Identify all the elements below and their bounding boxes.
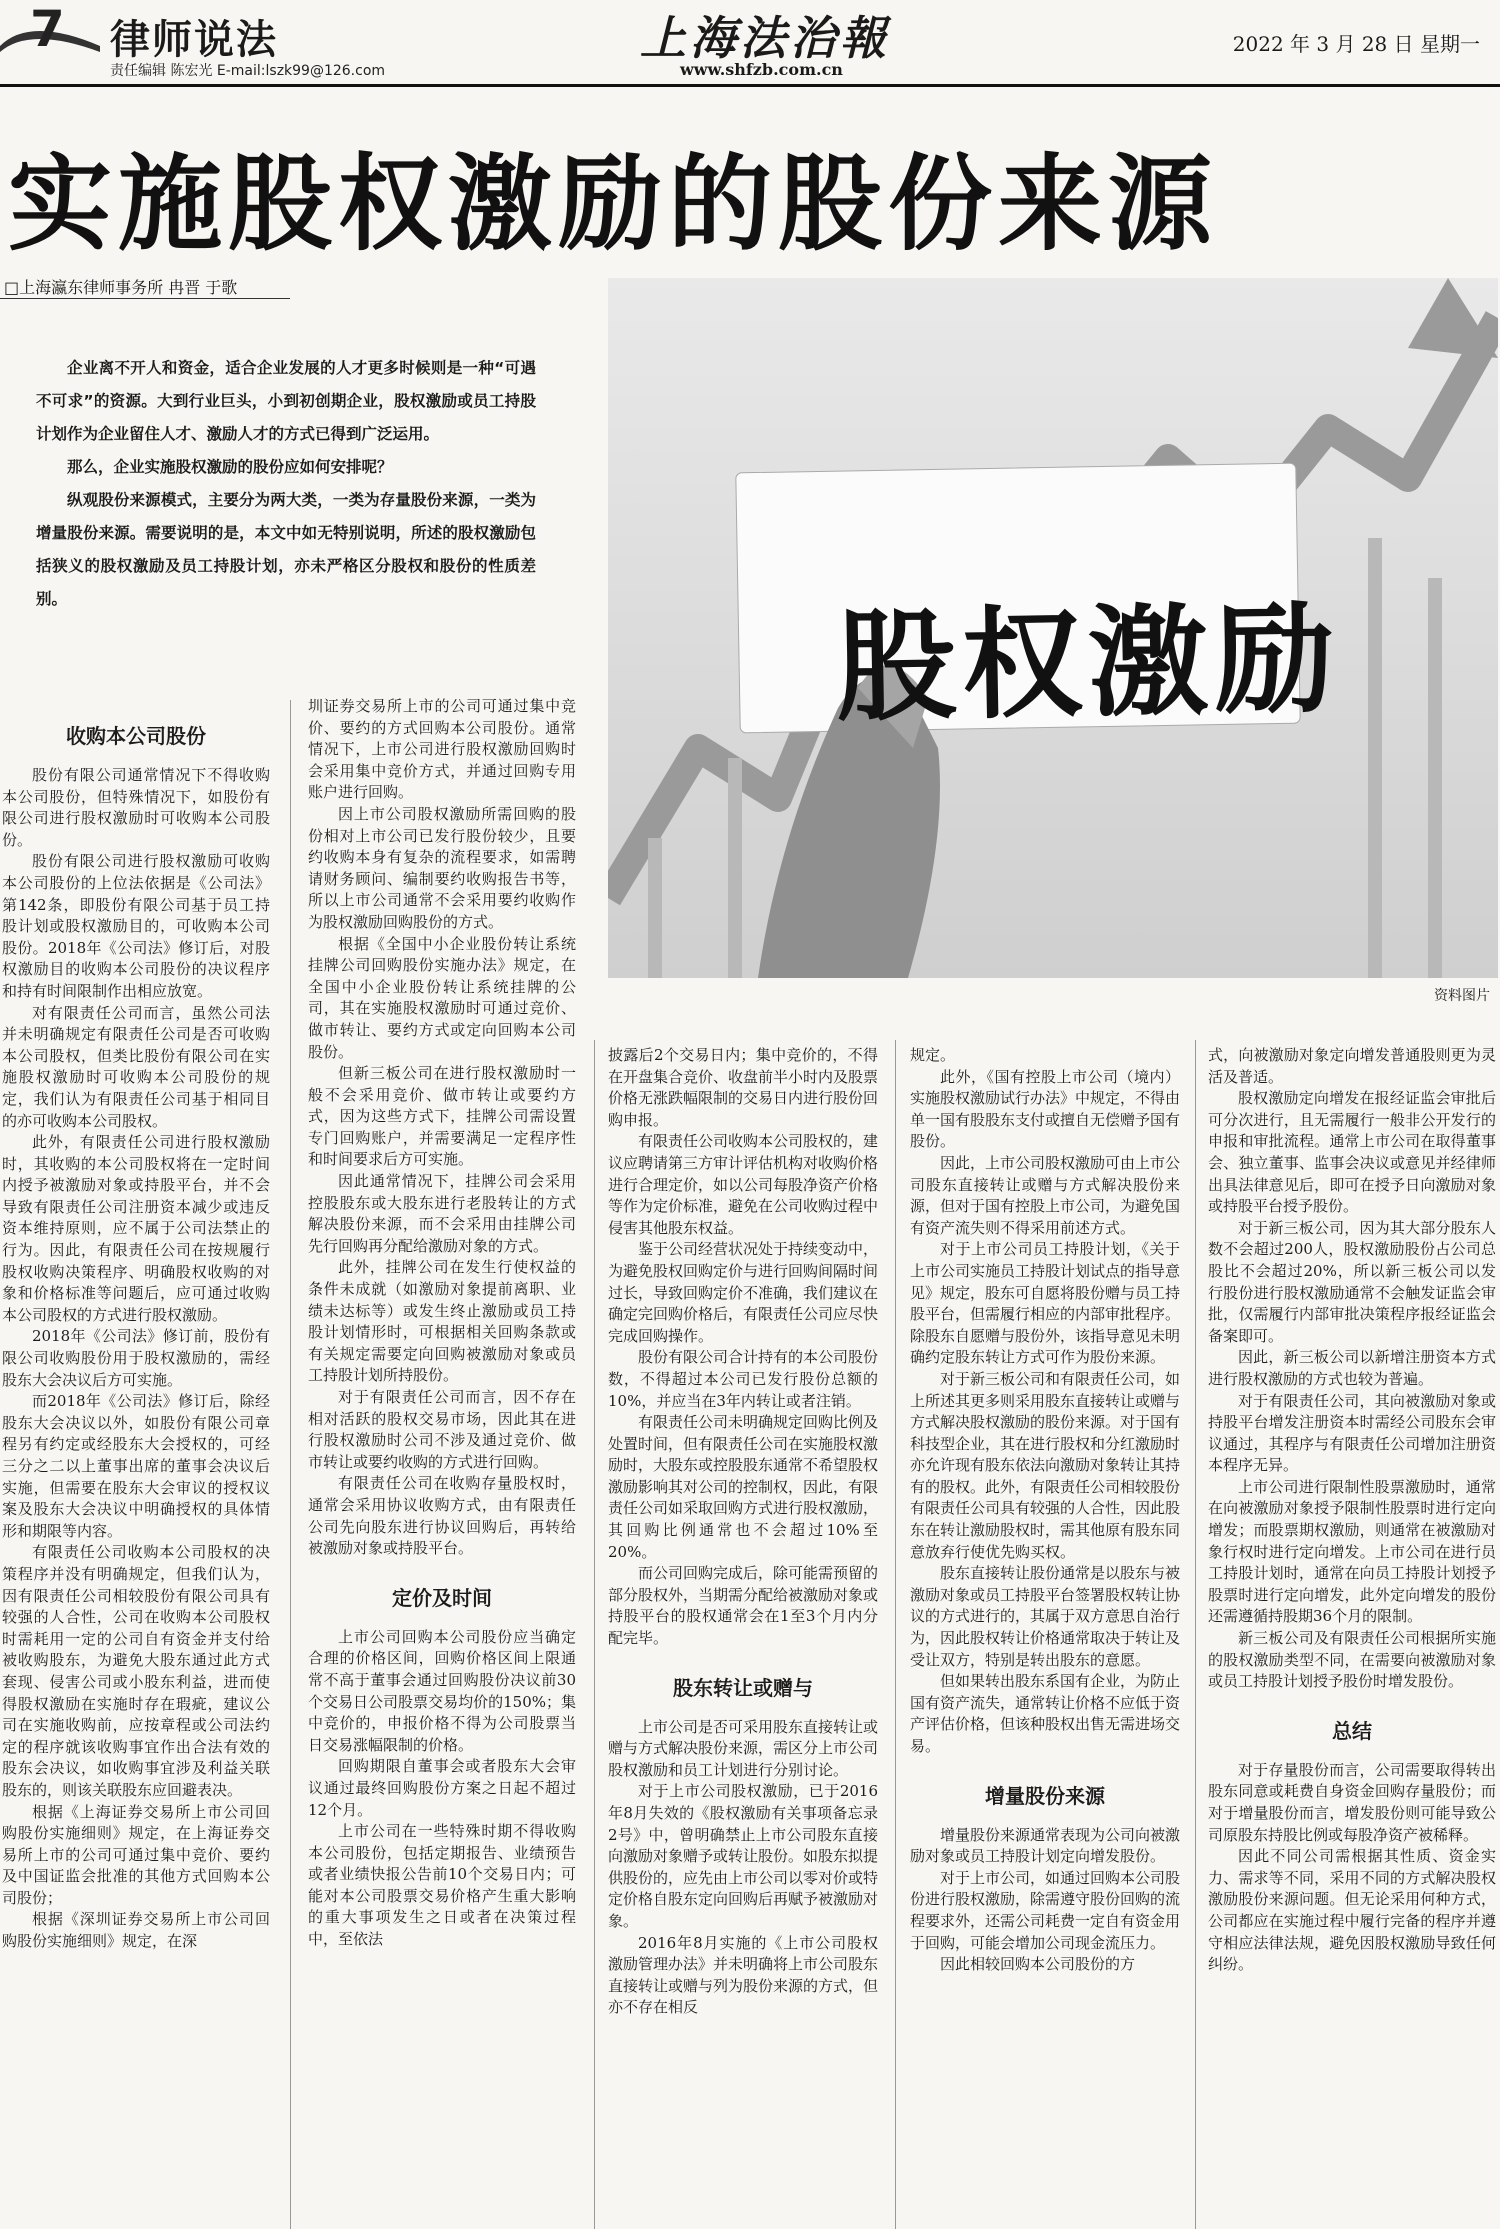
subheading: 股东转让或赠与 [673, 1675, 813, 1700]
paragraph: 上市公司回购本公司股份应当确定合理的价格区间，回购价格区间上限通常不高于董事会通过回购股份决议前30个交易日公司股票交易均价的150%；集中竞价的，申报价格不得为公司股票当日交易涨幅限制的价格。 [308, 1627, 576, 1754]
article-column-3 [608, 1045, 878, 2019]
intro-paragraph: 纵观股份来源模式，主要分为两大类，一类为存量股份来源，一类为增量股份来源。需要说明的是，本文中如无特别说明，所述的股权激励包括狭义的股权激励及员工持股计划，亦未严格区分股权和股份的性质差别。 [36, 491, 536, 608]
paragraph: 对于新三板公司，因为其大部分股东人数不会超过200人，股权激励股份占公司总股比不会超过20%，所以新三板公司以发行股份进行股权激励通常不会触发证监会审批，仅需履行内部审批决策程序报经证监会备案即可。 [1208, 1218, 1496, 1345]
article-column-4 [910, 1045, 1180, 1976]
headline: 实施股权激励的股份来源 [8, 143, 1219, 265]
subheading: 总结 [1332, 1718, 1372, 1743]
paragraph: 根据《深圳证券交易所上市公司回购股份实施细则》规定，在深 [2, 1910, 270, 1951]
intro-paragraph: 企业离不开人和资金，适合企业发展的人才更多时候则是一种“可遇不可求”的资源。大到行业巨头，小到初创期企业，股权激励或员工持股计划作为企业留住人才、激励人才的方式已得到广泛运用。 [36, 359, 536, 443]
paragraph: 对于存量股份而言，公司需要取得转出股东同意或耗费自身资金回购存量股份；而对于增量股份而言，增发股份则可能导致公司原股东持股比例或每股净资产被稀释。 [1208, 1760, 1496, 1844]
photo-card-text: 股权激励 [835, 590, 1342, 739]
paragraph: 根据《上海证券交易所上市公司回购股份实施细则》规定，在上海证券交易所上市的公司可通过集中竞价、要约及中国证监会批准的其他方式回购本公司股份； [2, 1802, 270, 1907]
paragraph: 增量股份来源通常表现为公司向被激励对象或员工持股计划定向增发股份。 [910, 1825, 1181, 1866]
paragraph: 但如果转出股东系国有企业，为防止国有资产流失，通常转让价格不应低于资产评估价格，但该种股权出售无需进场交易。 [910, 1672, 1181, 1755]
paragraph: 股权激励定向增发在报经证监会审批后可分次进行，且无需履行一般非公开发行的申报和审批流程。通常上市公司在取得董事会、独立董事、监事会决议或意见并经律师出具法律意见后，即可在授予日向激励对象或持股平台授予股份。 [1208, 1089, 1496, 1216]
paragraph: 对于上市公司股权激励，已于2016年8月失效的《股权激励有关事项备忘录2号》中，曾明确禁止上市公司股东直接向激励对象赠予或转让股份。如股东拟提供股份的，应先由上市公司以零对价或特定价格自股东定向回购后再赋予被激励对象。 [608, 1782, 879, 1930]
paragraph: 股份有限公司合计持有的本公司股份数，不得超过本公司已发行股份总额的10%，并应当在3年内转让或者注销。 [608, 1348, 879, 1410]
byline: □上海瀛东律师事务所 冉晋 于歌 [4, 278, 238, 297]
paragraph: 回购期限自董事会或者股东大会审议通过最终回购股份方案之日起不超过12个月。 [308, 1757, 576, 1819]
paragraph: 上市公司进行限制性股票激励时，通常在向被激励对象授予限制性股票时进行定向增发；而股票期权激励，则通常在被激励对象行权时进行定向增发。上市公司在进行员工持股计划时，通常在向员工持股计划授予股票时进行定向增发，此外定向增发的股份还需遵循持股期36个月的限制。 [1208, 1477, 1496, 1626]
paragraph: 而2018年《公司法》修订后，除经股东大会决议以外，如股份有限公司章程另有约定或经股东大会授权的，可经三分之二以上董事出席的董事会决议后实施，但需要在股东大会审议的授权议案及股东大会决议中明确授权的具体情形和期限等内容。 [2, 1392, 270, 1540]
article-photo [608, 278, 1498, 978]
paragraph: 有限责任公司未明确规定回购比例及处置时间，但有限责任公司在实施股权激励时，大股东或控股股东通常不希望股权激励影响其对公司的控制权，因此，有限责任公司如采取回购方式进行股权激励，其回购比例通常也不会超过10%至20%。 [608, 1413, 879, 1561]
paragraph: 有限责任公司在收购存量股权时，通常会采用协议收购方式，由有限责任公司先向股东进行协议回购后，再转给被激励对象或持股平台。 [308, 1474, 576, 1558]
page-number: 7 [30, 0, 65, 58]
subheading: 定价及时间 [392, 1585, 492, 1610]
article-column-1 [2, 710, 270, 1953]
paragraph: 但新三板公司在进行股权激励时一般不会采用竞价、做市转让或要约方式，因为这些方式下，挂牌公司需设置专门回购账户，并需要满足一定程序性和时间要求后方可实施。 [308, 1064, 576, 1169]
intro-paragraph: 那么，企业实施股权激励的股份应如何安排呢？ [67, 458, 393, 476]
paragraph: 有限责任公司收购本公司股权的决策程序并没有明确规定，但我们认为，因有限责任公司相较股份有限公司具有较强的人合性，公司在收购本公司股权时需耗用一定的公司自有资金并支付给被收购股东，为避免大股东通过此方式套现、侵害公司或小股东利益，进而使得股权激励在实施时存在瑕疵，建议公司在实施收购前，应按章程或公司法约定的程序就该收购事宜作出合法有效的股东会决议，如收购事宜涉及利益关联股东的，则该关联股东应回避表决。 [2, 1543, 270, 1799]
column-divider [895, 1040, 896, 2229]
paragraph: 根据《全国中小企业股份转让系统挂牌公司回购股份实施办法》规定，在全国中小企业股份转让系统挂牌的公司，其在实施股权激励时可通过竞价、做市转让、要约方式或定向回购本公司股份。 [308, 934, 576, 1061]
paragraph: 对于有限责任公司，其向被激励对象或持股平台增发注册资本时需经公司股东会审议通过，其程序与有限责任公司增加注册资本程序无异。 [1208, 1391, 1496, 1475]
byline-rule [0, 298, 290, 299]
subheading: 收购本公司股份 [66, 724, 206, 748]
paragraph: 有限责任公司收购本公司股权的，建议应聘请第三方审计评估机构对收购价格进行合理定价，如以公司每股净资产价格等作为定价标准，避免在公司收购过程中侵害其他股东权益。 [608, 1132, 879, 1237]
editor-line: 责任编辑 陈宏光 E-mail:lszk99@126.com [110, 63, 386, 79]
paragraph: 因此通常情况下，挂牌公司会采用控股股东或大股东进行老股转让的方式解决股份来源，而不会采用由挂牌公司先行回购再分配给激励对象的方式。 [308, 1172, 576, 1255]
paragraph: 对于有限责任公司而言，因不存在相对活跃的股权交易市场，因此其在进行股权激励时公司不涉及通过竞价、做市转让或要约收购的方式进行回购。 [308, 1388, 576, 1471]
paragraph: 式，向被激励对象定向增发普通股则更为灵活及普适。 [1208, 1046, 1496, 1086]
paragraph: 对于新三板公司和有限责任公司，如上所述其更多则采用股东直接转让或赠与方式解决股权激励的股份来源。对于国有科技型企业，其在进行股权和分红激励时亦允许现有股东依法向激励对象转让其持有的股权。此外，有限责任公司相较股份有限责任公司具有较强的人合性，因此股东在转让激励股权时，需其他原有股东同意放弃行使优先购买权。 [910, 1369, 1181, 1561]
paragraph: 因此相较回购本公司股份的方 [940, 1955, 1136, 1974]
paragraph: 上市公司是否可采用股东直接转让或赠与方式解决股份来源，需区分上市公司股权激励和员工计划进行分别讨论。 [608, 1717, 879, 1779]
paragraph: 对于上市公司员工持股计划，《关于上市公司实施员工持股计划试点的指导意见》规定，股东可自愿将股份赠与员工持股平台，但需履行相应的内部审批程序。除股东自愿赠与股份外，该指导意见未明确约定股东转让方式可作为股份来源。 [910, 1240, 1181, 1367]
paragraph: 因此，新三板公司以新增注册资本方式进行股权激励的方式也较为普遍。 [1208, 1348, 1496, 1388]
subheading: 增量股份来源 [985, 1783, 1105, 1808]
paragraph: 因此不同公司需根据其性质、资金实力、需求等不同，采用不同的方式解决股权激励股份来源问题。但无论采用何种方式，公司都应在实施过程中履行完备的程序并遵守相应法律法规，避免因股权激励导致任何纠纷。 [1208, 1847, 1496, 1974]
paragraph: 披露后2个交易日内；集中竞价的，不得在开盘集合竞价、收盘前半小时内及股票价格无涨跌幅限制的交易日内进行股份回购申报。 [608, 1046, 879, 1129]
paragraph: 股份有限公司进行股权激励可收购本公司股份的上位法依据是《公司法》第142条，即股份有限公司基于员工持股计划或股权激励目的，可收购本公司股份。2018年《公司法》修订后，对股权激励目的收购本公司股份的决议程序和持有时间限制作出相应放宽。 [2, 852, 270, 1000]
section-title: 律师说法 [110, 17, 278, 63]
paragraph: 此外，挂牌公司在发生行使权益的条件未成就（如激励对象提前离职、业绩未达标等）或发生终止激励或员工持股计划情形时，可根据相关回购条款或有关规定需要定向回购被激励对象或员工持股计划所持股份。 [308, 1258, 576, 1385]
paragraph: 而公司回购完成后，除可能需预留的部分股权外，当期需分配给被激励对象或持股平台的股权通常会在1至3个月内分配完毕。 [608, 1564, 879, 1648]
website-url: www.shfzb.com.cn [680, 60, 843, 79]
article-column-5 [1208, 1045, 1496, 1976]
column-divider [594, 1040, 595, 2229]
paragraph: 对有限责任公司而言，虽然公司法并未明确规定有限责任公司是否可收购本公司股权，但类比股份有限公司在实施股权激励时可收购本公司股份的规定，我们认为有限责任公司基于相同目的亦可收购本公司股权。 [2, 1003, 270, 1130]
paragraph: 圳证券交易所上市的公司可通过集中竞价、要约的方式回购本公司股份。通常情况下，上市公司进行股权激励回购时会采用集中竞价方式，并通过回购专用账户进行回购。 [308, 697, 576, 802]
column-divider [290, 700, 291, 2229]
column-divider [1195, 1040, 1196, 2229]
paragraph: 新三板公司及有限责任公司根据所实施的股权激励类型不同，在需要向被激励对象或员工持股计划授予股份时增发股份。 [1208, 1629, 1496, 1691]
paragraph: 规定。 [910, 1046, 956, 1064]
newspaper-logo: 上海法治報 [640, 11, 890, 65]
paragraph: 此外，《国有控股上市公司（境内）实施股权激励试行办法》中规定，不得由单一国有股股东支付或擅自无偿赠予国有股份。 [910, 1067, 1181, 1151]
article-column-2 [308, 696, 576, 1951]
masthead-rule [0, 84, 1500, 87]
paragraph: 股份有限公司通常情况下不得收购本公司股份，但特殊情况下，如股份有限公司进行股权激励时可收购本公司股份。 [2, 766, 270, 849]
paragraph: 对于上市公司，如通过回购本公司股份进行股权激励，除需遵守股份回购的流程要求外，还需公司耗费一定自有资金用于回购，可能会增加公司现金流压力。 [910, 1868, 1181, 1952]
paragraph: 2016年8月实施的《上市公司股权激励管理办法》并未明确将上市公司股东直接转让或赠与列为股份来源的方式，但亦不存在相反 [608, 1933, 879, 2017]
paragraph: 上市公司在一些特殊时期不得收购本公司股份，包括定期报告、业绩预告或者业绩快报公告前10个交易日内；可能对本公司股票交易价格产生重大影响的重大事项发生之日或者在决策过程中，至依法 [308, 1822, 576, 1949]
photo-caption: 资料图片 [1434, 988, 1490, 1004]
paragraph: 股东直接转让股份通常是以股东与被激励对象或员工持股平台签署股权转让协议的方式进行的，其属于双方意思自治行为，因此股权转让价格通常取决于转让及受让双方，特别是转出股东的意愿。 [910, 1564, 1181, 1669]
paragraph: 此外，有限责任公司进行股权激励时，其收购的本公司股权将在一定时间内授予被激励对象或持股平台，并不会导致有限责任公司注册资本减少或违反资本维持原则，应不属于公司法禁止的行为。因此，有限责任公司在按规履行股权收购决策程序、明确股权收购的对象和价格标准等问题后，应可通过收购本公司股权的方式进行股权激励。 [2, 1133, 270, 1324]
intro [36, 352, 536, 616]
paragraph: 2018年《公司法》修订前，股份有限公司收购股份用于股权激励的，需经股东大会决议后方可实施。 [2, 1327, 270, 1389]
paragraph: 因此，上市公司股权激励可由上市公司股东直接转让或赠与方式解决股份来源，但对于国有控股上市公司，为避免国有资产流失则不得采用前述方式。 [910, 1153, 1181, 1237]
issue-date: 2022 年 3 月 28 日 星期一 [1232, 32, 1480, 56]
paragraph: 因上市公司股权激励所需回购的股份相对上市公司已发行股份较少，且要约收购本身有复杂的流程要求，如需聘请财务顾问、编制要约收购报告书等，所以上市公司通常不会采用要约收购作为股权激励回购股份的方式。 [308, 804, 576, 931]
paragraph: 鉴于公司经营状况处于持续变动中，为避免股权回购定价与进行回购间隔时间过长，导致回购定价不准确，我们建议在确定完回购价格后，有限责任公司应尽快完成回购操作。 [608, 1240, 879, 1345]
